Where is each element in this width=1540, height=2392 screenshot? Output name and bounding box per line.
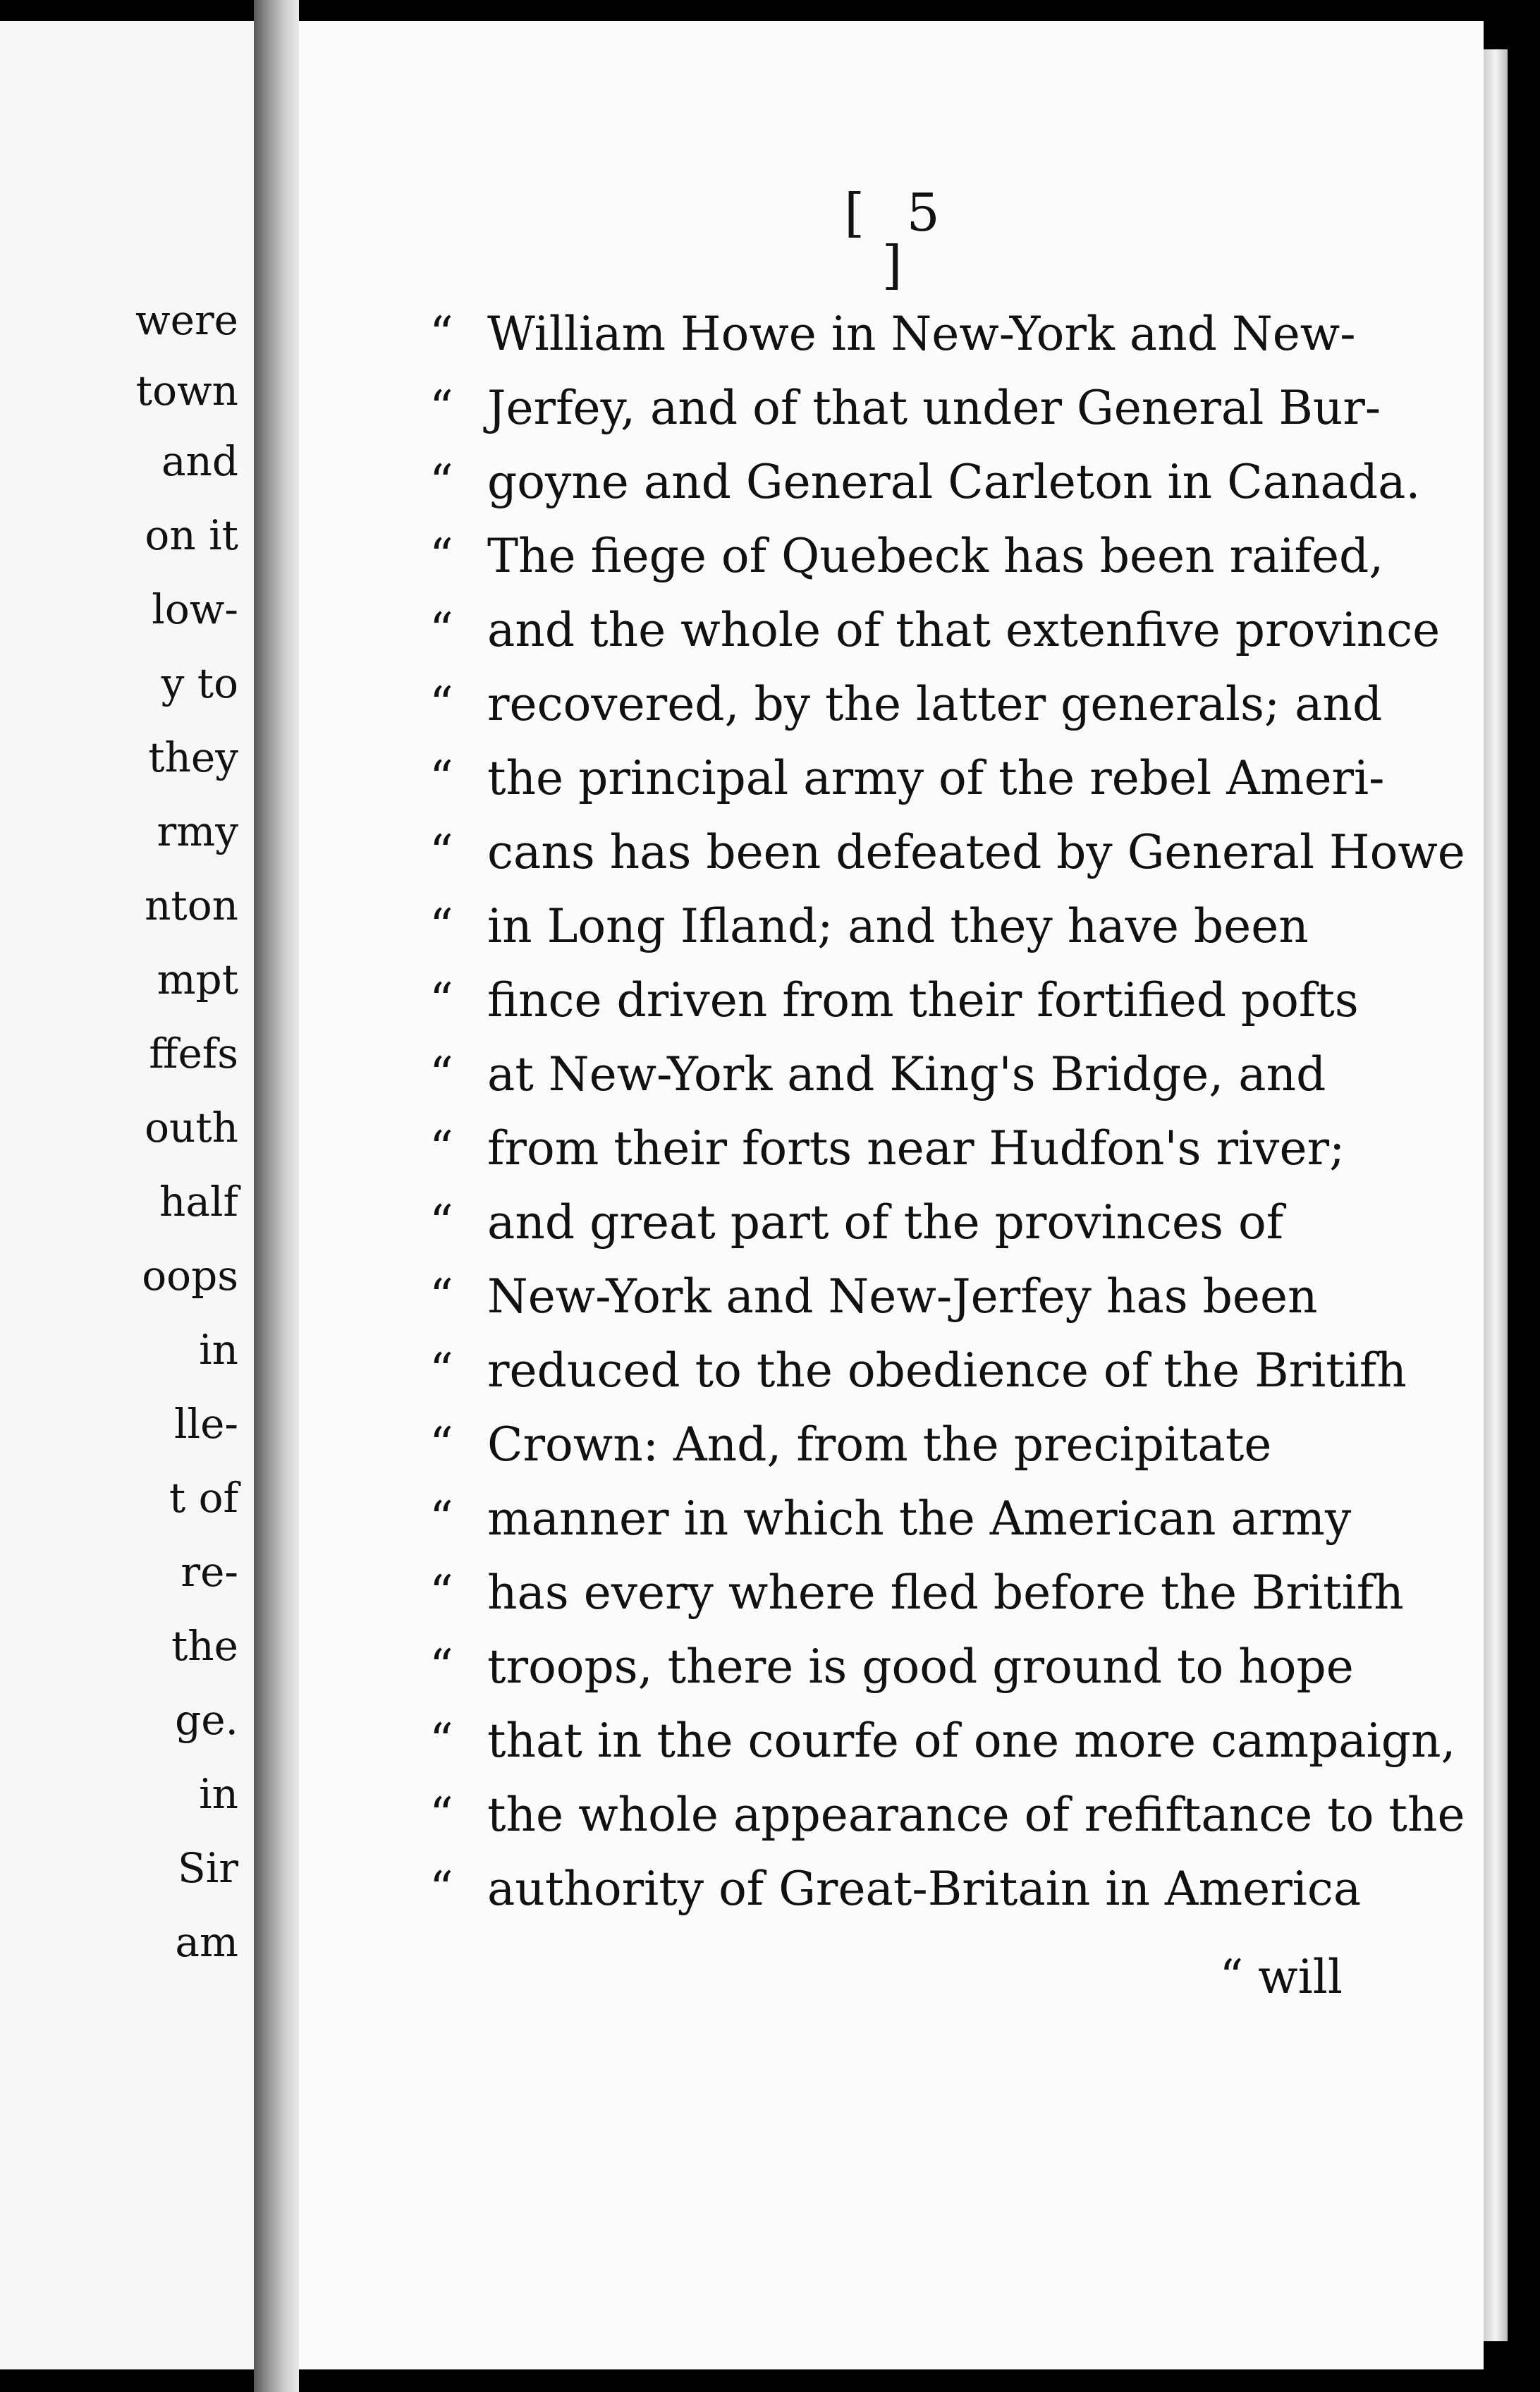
text-line [429, 825, 1465, 880]
quote-mark: “ [429, 1121, 453, 1176]
quote-mark: “ [429, 307, 453, 361]
right-page [299, 21, 1484, 2369]
line-text: in Long Ifland; and they have been [487, 899, 1309, 953]
text-line [429, 529, 1384, 584]
line-text: Crown: And, from the precipitate [487, 1417, 1272, 1472]
left-fragment: half [159, 1178, 238, 1226]
quote-mark: “ [429, 603, 453, 657]
quote-mark: “ [429, 1862, 453, 1916]
quote-mark: “ [429, 1269, 453, 1324]
text-line [429, 751, 1385, 806]
text-line [429, 1491, 1352, 1546]
quote-mark: “ [429, 899, 453, 953]
left-fragment: they [148, 733, 238, 781]
text-line [429, 1714, 1456, 1769]
text-line [429, 1195, 1332, 1250]
text-line [429, 1566, 1404, 1621]
quote-mark: “ [429, 1195, 453, 1250]
text-line [429, 1640, 1354, 1695]
quote-mark: “ [429, 751, 453, 805]
left-fragment: outh [145, 1104, 238, 1152]
line-text: has every where fled before the Britifh [487, 1566, 1404, 1620]
line-text: the principal army of the rebel Ameri- [487, 751, 1385, 805]
quote-mark: “ [429, 1343, 453, 1398]
text-line [429, 1047, 1332, 1102]
line-text: and the whole of that extenfive province [487, 603, 1441, 657]
left-fragment: in [199, 1770, 238, 1818]
page-number: [ 5 ] [844, 183, 953, 295]
text-line [429, 1417, 1332, 1472]
text-line [429, 677, 1383, 732]
page-edge [1484, 49, 1508, 2341]
text-line [429, 1343, 1407, 1398]
left-fragment: re- [181, 1548, 238, 1596]
line-text: authority of Great-Britain in America [487, 1862, 1362, 1916]
left-page [0, 21, 254, 2369]
book-gutter [254, 0, 299, 2392]
left-fragment: y to [161, 659, 238, 707]
text-line [429, 1788, 1465, 1843]
left-fragment: and [161, 437, 238, 485]
text-line [429, 455, 1421, 510]
quote-mark: “ [429, 677, 453, 731]
left-fragment: am [175, 1918, 238, 1966]
line-text: the whole appearance of refiftance to the [487, 1788, 1465, 1842]
line-text: goyne and General Carleton in Canada. [487, 455, 1421, 509]
line-text: New-York and New-Jerfey has been [487, 1269, 1318, 1324]
text-line [429, 1121, 1345, 1176]
line-text: cans has been defeated by General Howe [487, 825, 1465, 879]
left-fragment: in [199, 1326, 238, 1374]
line-text: at New-York and King's Bridge, and [487, 1047, 1326, 1102]
quote-mark: “ [429, 1640, 453, 1694]
left-fragment: ffefs [149, 1030, 238, 1078]
line-text: William Howe in New-York and New- [487, 307, 1356, 361]
quote-mark: “ [429, 1047, 453, 1102]
line-text: fince driven from their fortified pofts [487, 973, 1359, 1027]
quote-mark: “ [429, 1566, 453, 1620]
left-fragment: town [135, 367, 238, 415]
left-fragment: ge. [175, 1696, 238, 1744]
text-line [429, 307, 1356, 362]
quote-mark: “ [429, 381, 453, 435]
quote-mark: “ [429, 529, 453, 583]
quote-mark: “ [429, 1491, 453, 1546]
line-text: reduced to the obedience of the Britifh [487, 1343, 1407, 1398]
text-line [429, 603, 1441, 658]
left-fragment: oops [142, 1252, 238, 1300]
quote-mark: “ [429, 1788, 453, 1842]
quote-mark: “ [429, 973, 453, 1027]
line-text: Jerfey, and of that under General Bur- [487, 381, 1381, 435]
catchword: “ will [1219, 1950, 1343, 2004]
line-text: from their forts near Hudfon's river; [487, 1121, 1345, 1176]
line-text: The fiege of Quebeck has been raifed, [487, 529, 1384, 583]
text-line [429, 1269, 1332, 1324]
text-line [429, 973, 1359, 1028]
text-line [429, 381, 1381, 436]
quote-mark: “ [429, 825, 453, 879]
quote-mark: “ [429, 455, 453, 509]
left-fragment: the [171, 1622, 238, 1670]
line-text: that in the courfe of one more campaign, [487, 1714, 1456, 1768]
left-fragment: low- [152, 585, 238, 633]
left-fragment: Sir [177, 1844, 238, 1892]
left-fragment: were [135, 296, 238, 344]
line-text: and great part of the provinces of [487, 1195, 1284, 1250]
text-line [429, 899, 1332, 954]
quote-mark: “ [429, 1417, 453, 1472]
text-line [429, 1862, 1362, 1917]
left-fragment: nton [145, 881, 238, 929]
left-fragment: on it [145, 511, 238, 559]
left-fragment: rmy [157, 807, 238, 855]
quote-mark: “ [429, 1714, 453, 1768]
line-text: troops, there is good ground to hope [487, 1640, 1354, 1694]
left-fragment: mpt [157, 956, 238, 1003]
line-text: recovered, by the latter generals; and [487, 677, 1383, 731]
line-text: manner in which the American army [487, 1491, 1352, 1546]
left-fragment: t of [169, 1474, 238, 1522]
left-fragment: lle- [173, 1400, 238, 1448]
